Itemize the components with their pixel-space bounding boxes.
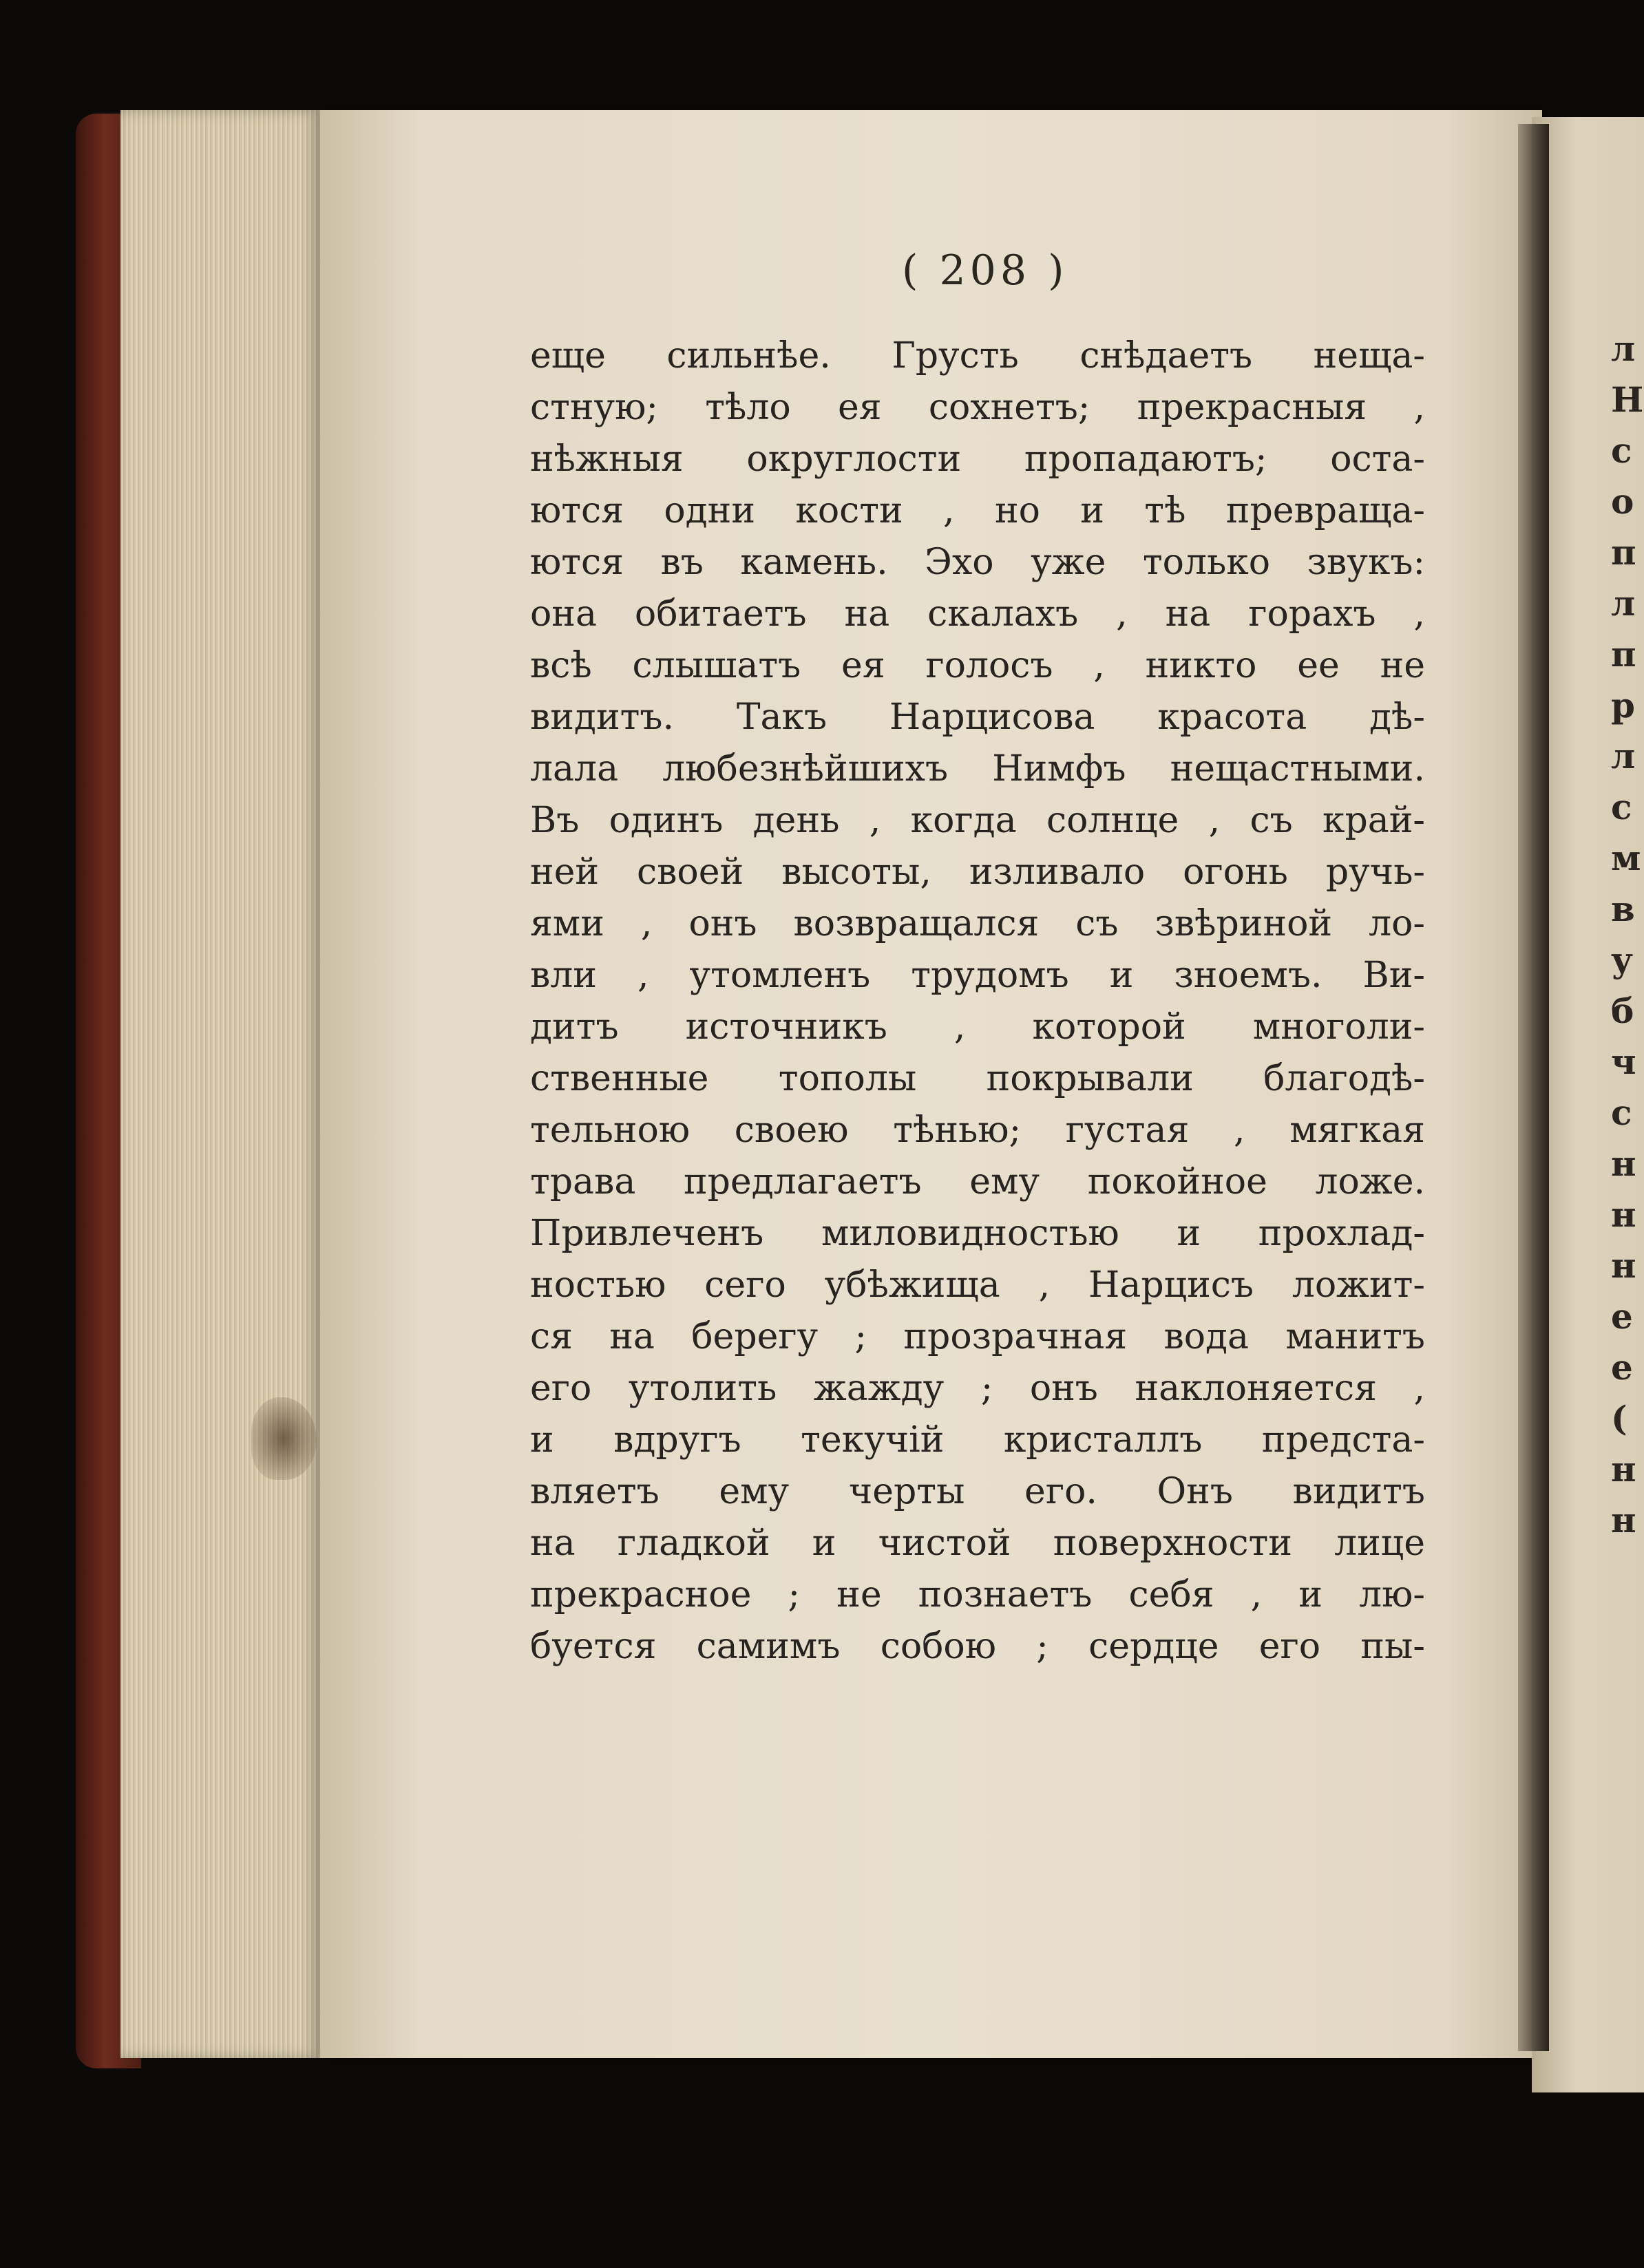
facing-page-letter: н xyxy=(1611,1500,1636,1540)
text-line: ней своей высоты, изливало огонь ручь- xyxy=(530,851,1425,893)
facing-page-letter: у xyxy=(1611,940,1634,980)
text-line: его утолить жажду ; онъ наклоняется , xyxy=(530,1368,1425,1409)
facing-page-letter: н xyxy=(1611,1194,1636,1235)
facing-page-letter: л xyxy=(1611,583,1636,624)
text-line: тельною своею тѣнью; густая , мягкая xyxy=(530,1110,1425,1151)
page-edges xyxy=(120,110,320,2058)
facing-page-letter: р xyxy=(1611,685,1635,725)
text-line: всѣ слышатъ ея голосъ , никто ее не xyxy=(530,645,1425,686)
text-line: лала любезнѣйшихъ Нимфъ нещастными. xyxy=(530,748,1425,789)
facing-page-letter: б xyxy=(1611,990,1634,1031)
text-line: ями , онъ возвращался съ звѣриной ло- xyxy=(530,903,1425,944)
facing-page-letter: е xyxy=(1611,1347,1633,1388)
facing-page-letter: ( xyxy=(1611,1398,1627,1439)
facing-page-letter: Н xyxy=(1611,379,1644,420)
text-line: дитъ источникъ , которой многоли- xyxy=(530,1006,1425,1048)
text-line: трава предлагаетъ ему покойное ложе. xyxy=(530,1161,1425,1202)
facing-page-letter: п xyxy=(1611,532,1636,573)
text-line: ются одни кости , но и тѣ превраща- xyxy=(530,490,1425,531)
text-line: ственные тополы покрывали благодѣ- xyxy=(530,1058,1425,1099)
text-line: на гладкой и чистой поверхности лице xyxy=(530,1523,1425,1564)
text-line: видитъ. Такъ Нарцисова красота дѣ- xyxy=(530,697,1425,738)
text-line: она обитаетъ на скалахъ , на горахъ , xyxy=(530,593,1425,635)
facing-page-letter: ч xyxy=(1611,1041,1636,1082)
page-stain xyxy=(251,1397,317,1480)
facing-page-letter: с xyxy=(1611,787,1632,827)
text-line: стную; тѣло ея сохнетъ; прекрасныя , xyxy=(530,387,1425,428)
facing-page-letter: с xyxy=(1611,430,1632,471)
facing-page-letter: с xyxy=(1611,1092,1632,1133)
facing-page-letter: л xyxy=(1611,736,1636,776)
facing-page-letter: п xyxy=(1611,634,1636,675)
facing-page-letter: в xyxy=(1611,889,1635,929)
facing-page-letter: н xyxy=(1611,1143,1636,1184)
page-gutter xyxy=(1518,124,1549,2051)
text-line: нѣжныя округлости пропадаютъ; оста- xyxy=(530,438,1425,480)
text-line: еще сильнѣе. Грусть снѣдаетъ неща- xyxy=(530,335,1425,377)
text-line: ся на берегу ; прозрачная вода манитъ xyxy=(530,1316,1425,1357)
facing-page-text-fragment xyxy=(1611,324,1644,1546)
facing-page-letter: л xyxy=(1611,328,1636,369)
facing-page-letter: н xyxy=(1611,1449,1636,1490)
text-line: Въ одинъ день , когда солнце , съ край- xyxy=(530,800,1425,841)
facing-page-letter: е xyxy=(1611,1296,1633,1337)
facing-page-letter: м xyxy=(1611,838,1641,878)
page-text xyxy=(530,330,1425,1673)
text-line: Привлеченъ миловидностью и прохлад- xyxy=(530,1213,1425,1254)
text-line: ются въ камень. Эхо уже только звукъ: xyxy=(530,542,1425,583)
text-line: вли , утомленъ трудомъ и зноемъ. Ви- xyxy=(530,955,1425,996)
page-number: ( 208 ) xyxy=(902,246,1068,295)
text-line: вляетъ ему черты его. Онъ видитъ xyxy=(530,1471,1425,1512)
facing-page-letter: н xyxy=(1611,1245,1636,1286)
text-line: буется самимъ собою ; сердце его пы- xyxy=(530,1626,1425,1667)
text-line: прекрасное ; не познаетъ себя , и лю- xyxy=(530,1574,1425,1615)
text-line: ностью сего убѣжища , Нарцисъ ложит- xyxy=(530,1264,1425,1306)
text-line: и вдругъ текучій кристаллъ предста- xyxy=(530,1419,1425,1461)
facing-page-letter: о xyxy=(1611,481,1634,522)
